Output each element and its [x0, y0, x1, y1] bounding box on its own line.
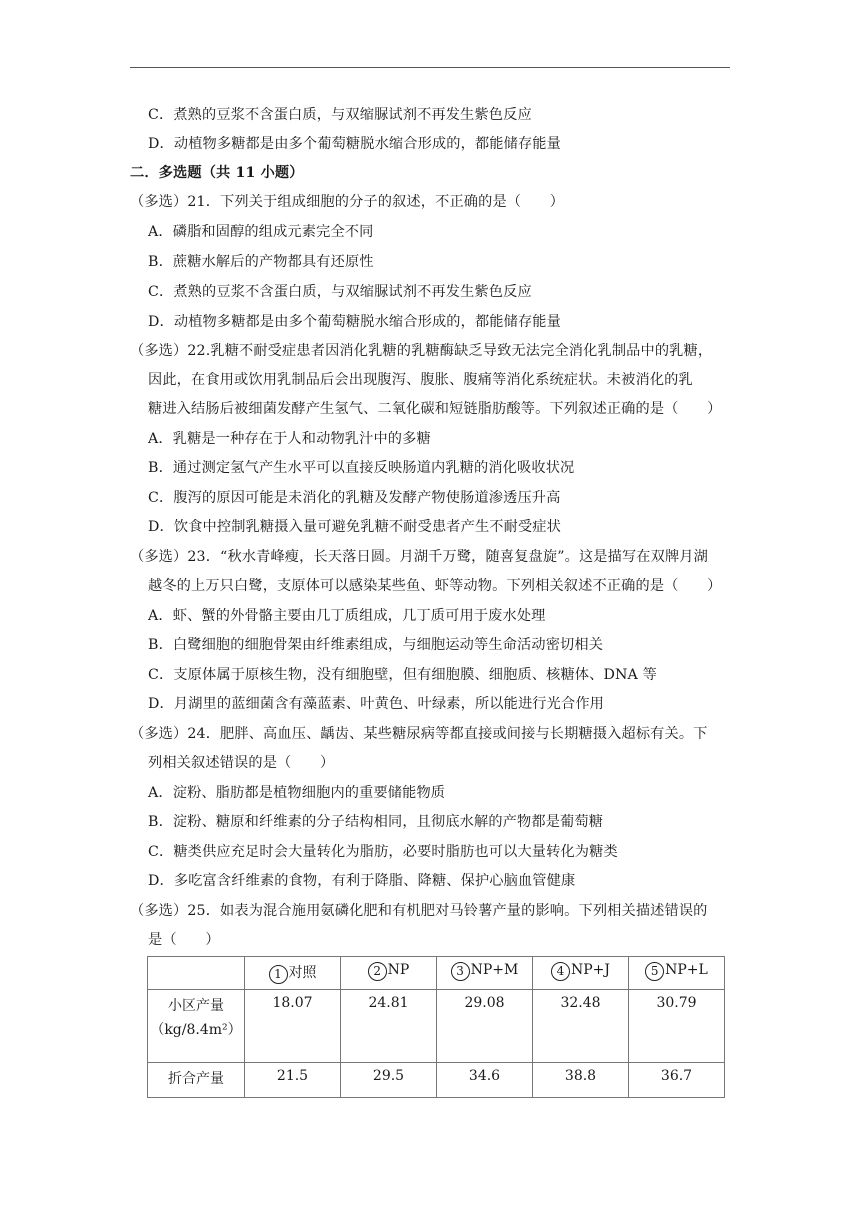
- answer-option: A．虾、蟹的外骨骼主要由几丁质组成，几丁质可用于废水处理: [148, 608, 546, 624]
- answer-option: B．淀粉、糖原和纤维素的分子结构相同，且彻底水解的产物都是葡萄糖: [148, 814, 604, 830]
- table-cell: 18.07: [245, 990, 341, 1063]
- row-label: 折合产量: [148, 1063, 245, 1098]
- answer-option: B．通过测定氢气产生水平可以直接反映肠道内乳糖的消化吸收状况: [148, 460, 575, 476]
- table-cell: 29.5: [341, 1063, 437, 1098]
- question-continuation: 越冬的上万只白鹭，支原体可以感染某些鱼、虾等动物。下列相关叙述不正确的是（ ）: [148, 578, 722, 594]
- table-header-cell: 4 NP+J: [533, 957, 629, 990]
- question-continuation: 因此，在食用或饮用乳制品后会出现腹泻、腹胀、腹痛等消化系统症状。未被消化的乳: [148, 372, 693, 388]
- answer-option: D．饮食中控制乳糖摄入量可避免乳糖不耐受患者产生不耐受症状: [148, 519, 561, 535]
- question-continuation: 糖进入结肠后被细菌发酵产生氢气、二氧化碳和短链脂肪酸等。下列叙述正确的是（ ）: [148, 401, 722, 417]
- answer-option: C．煮熟的豆浆不含蛋白质，与双缩脲试剂不再发生紫色反应: [148, 107, 532, 123]
- answer-option: B．蔗糖水解后的产物都具有还原性: [148, 254, 374, 270]
- answer-option: D．动植物多糖都是由多个葡萄糖脱水缩合形成的，都能储存能量: [148, 314, 561, 330]
- question-continuation: 列相关叙述错误的是（ ）: [148, 755, 335, 771]
- table-header-cell: 1 对照: [245, 957, 341, 990]
- question-continuation: 是（ ）: [148, 932, 220, 948]
- table-row: [148, 1063, 725, 1098]
- answer-option: A．乳糖是一种存在于人和动物乳汁中的多糖: [148, 431, 431, 447]
- question-stem: （多选）25．如表为混合施用氨磷化肥和有机肥对马铃薯产量的影响。下列相关描述错误的: [130, 903, 708, 919]
- circled-number: 5: [645, 962, 664, 981]
- circled-number: 1: [269, 965, 288, 984]
- table-cell: 29.08: [437, 990, 533, 1063]
- answer-option: A．磷脂和固醇的组成元素完全不同: [148, 224, 374, 240]
- table-cell: 36.7: [629, 1063, 725, 1098]
- table-header-cell: 5 NP+L: [629, 957, 725, 990]
- table-row: [148, 990, 725, 1063]
- question-stem: （多选）21．下列关于组成细胞的分子的叙述，不正确的是（ ）: [130, 194, 565, 210]
- table-header-cell: 2 NP: [341, 957, 437, 990]
- section-heading: 二．多选题（共 11 小题）: [130, 165, 304, 181]
- table-header-row: [148, 957, 725, 990]
- header-rule: [130, 67, 730, 68]
- answer-option: C．糖类供应充足时会大量转化为脂肪，必要时脂肪也可以大量转化为糖类: [148, 844, 618, 860]
- question-stem: （多选）22.乳糖不耐受症患者因消化乳糖的乳糖酶缺乏导致无法完全消化乳制品中的乳糖，: [130, 343, 713, 359]
- table-cell: 32.48: [533, 990, 629, 1063]
- table-header-cell: [148, 957, 245, 990]
- table-cell: 34.6: [437, 1063, 533, 1098]
- table-header-cell: 3 NP+M: [437, 957, 533, 990]
- table-cell: 21.5: [245, 1063, 341, 1098]
- answer-option: D．动植物多糖都是由多个葡萄糖脱水缩合形成的，都能储存能量: [148, 136, 561, 152]
- table-cell: 30.79: [629, 990, 725, 1063]
- circled-number: 2: [368, 962, 387, 981]
- question-stem: （多选）23．“秋水青峰瘦，长天落日圆。月湖千万鹭，随喜复盘旋”。这是描写在双牌月湖: [130, 549, 708, 565]
- answer-option: C．腹泻的原因可能是未消化的乳糖及发酵产物使肠道渗透压升高: [148, 490, 561, 506]
- question-stem: （多选）24．肥胖、高血压、龋齿、某些糖尿病等都直接或间接与长期糖摄入超标有关。下: [130, 726, 708, 742]
- row-label: 小区产量 （kg/8.4m²）: [148, 990, 245, 1063]
- answer-option: D．多吃富含纤维素的食物，有利于降脂、降糖、保护心脑血管健康: [148, 873, 576, 889]
- circled-number: 4: [551, 962, 570, 981]
- table-cell: 38.8: [533, 1063, 629, 1098]
- answer-option: A．淀粉、脂肪都是植物细胞内的重要储能物质: [148, 785, 446, 801]
- table-cell: 24.81: [341, 990, 437, 1063]
- answer-option: D．月湖里的蓝细菌含有藻蓝素、叶黄色、叶绿素，所以能进行光合作用: [148, 696, 604, 712]
- yield-table: [147, 956, 725, 1098]
- circled-number: 3: [451, 962, 470, 981]
- answer-option: C．煮熟的豆浆不含蛋白质，与双缩脲试剂不再发生紫色反应: [148, 284, 532, 300]
- answer-option: B．白鹭细胞的细胞骨架由纤维素组成，与细胞运动等生命活动密切相关: [148, 637, 604, 653]
- answer-option: C．支原体属于原核生物，没有细胞壁，但有细胞膜、细胞质、核糖体、DNA 等: [148, 667, 657, 683]
